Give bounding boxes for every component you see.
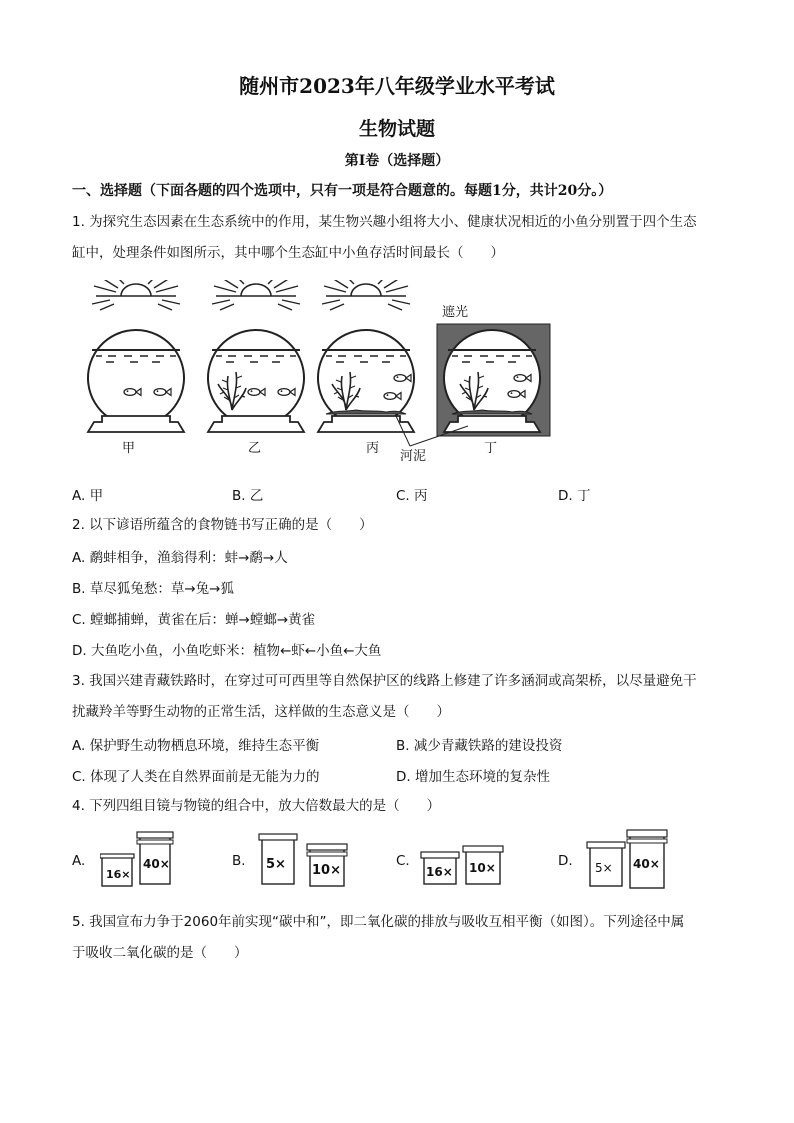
- q4-option-b-letter[interactable]: B.: [232, 853, 246, 869]
- q4-stem: 4. 下列四组目镜与物镜的组合中，放大倍数最大的是（ ）: [72, 798, 441, 814]
- tank-label-yi: 乙: [248, 441, 262, 456]
- q4-d-eyepiece: 5×: [595, 861, 613, 875]
- q4-option-d-letter[interactable]: D.: [558, 853, 573, 869]
- q4-c-eyepiece: 16×: [426, 865, 453, 879]
- q4-option-c-lenses[interactable]: [420, 830, 510, 890]
- exam-title: 随州市2023年八年级学业水平考试: [239, 74, 555, 98]
- q3-stem-line1: 3. 我国兴建青藏铁路时，在穿过可可西里等自然保护区的线路上修建了许多涵洞或高架桥，以尽量避免干: [72, 673, 697, 689]
- tank-label-jia: 甲: [122, 441, 136, 456]
- mud-label: 河泥: [400, 449, 427, 464]
- q3-option-d[interactable]: D. 增加生态环境的复杂性: [396, 769, 550, 785]
- q2-option-b[interactable]: B. 草尽狐兔愁：草→兔→狐: [72, 581, 234, 597]
- q3-option-a[interactable]: A. 保护野生动物栖息环境，维持生态平衡: [72, 738, 320, 754]
- q4-b-objective: 10×: [312, 863, 341, 878]
- q4-option-a-lenses[interactable]: [100, 830, 180, 890]
- q2-option-a[interactable]: A. 鹬蚌相争，渔翁得利：蚌→鹬→人: [72, 550, 288, 566]
- q4-option-c-letter[interactable]: C.: [396, 853, 410, 869]
- q4-b-eyepiece: 5×: [266, 857, 286, 872]
- q1-tank-figure: [80, 280, 560, 470]
- q4-option-b-lenses[interactable]: [256, 830, 356, 890]
- tank-label-ding: 丁: [484, 441, 498, 456]
- section-heading: 一、选择题（下面各题的四个选项中，只有一项是符合题意的。每题1分，共计20分。）: [72, 183, 613, 199]
- q1-option-c[interactable]: C. 丙: [396, 488, 428, 504]
- shade-label: 遮光: [442, 305, 469, 320]
- q4-a-objective: 40×: [143, 857, 170, 871]
- q1-option-d[interactable]: D. 丁: [558, 488, 591, 504]
- q4-d-objective: 40×: [633, 857, 660, 871]
- q1-stem-line1: 1. 为探究生态因素在生态系统中的作用，某生物兴趣小组将大小、健康状况相近的小鱼分别置于四个生态: [72, 214, 697, 230]
- q1-option-a[interactable]: A. 甲: [72, 488, 104, 504]
- q2-stem: 2. 以下谚语所蕴含的食物链书写正确的是（ ）: [72, 517, 373, 533]
- q3-stem-line2: 扰藏羚羊等野生动物的正常生活，这样做的生态意义是（ ）: [72, 704, 450, 720]
- subject-title: 生物试题: [358, 118, 435, 140]
- q2-option-d[interactable]: D. 大鱼吃小鱼，小鱼吃虾米：植物←虾←小鱼←大鱼: [72, 643, 382, 659]
- q4-option-a-letter[interactable]: A.: [72, 853, 86, 869]
- q5-stem-line2: 于吸收二氧化碳的是（ ）: [72, 945, 248, 961]
- q2-option-c[interactable]: C. 螳螂捕蝉，黄雀在后：蝉→螳螂→黄雀: [72, 612, 316, 628]
- q3-option-b[interactable]: B. 减少青藏铁路的建设投资: [396, 738, 563, 754]
- tank-label-bing: 丙: [366, 441, 380, 456]
- q4-option-d-lenses[interactable]: [584, 826, 674, 892]
- q4-a-eyepiece: 16×: [106, 868, 131, 881]
- q5-stem-line1: 5. 我国宣布力争于2060年前实现“碳中和”，即二氧化碳的排放与吸收互相平衡（如图）。下列途径中属: [72, 914, 685, 930]
- q4-c-objective: 10×: [469, 861, 496, 875]
- q3-option-c[interactable]: C. 体现了人类在自然界面前是无能为力的: [72, 769, 320, 785]
- part-title: 第I卷（选择题）: [344, 153, 450, 169]
- q1-option-b[interactable]: B. 乙: [232, 488, 264, 504]
- q1-stem-line2: 缸中，处理条件如图所示，其中哪个生态缸中小鱼存活时间最长（ ）: [72, 245, 504, 261]
